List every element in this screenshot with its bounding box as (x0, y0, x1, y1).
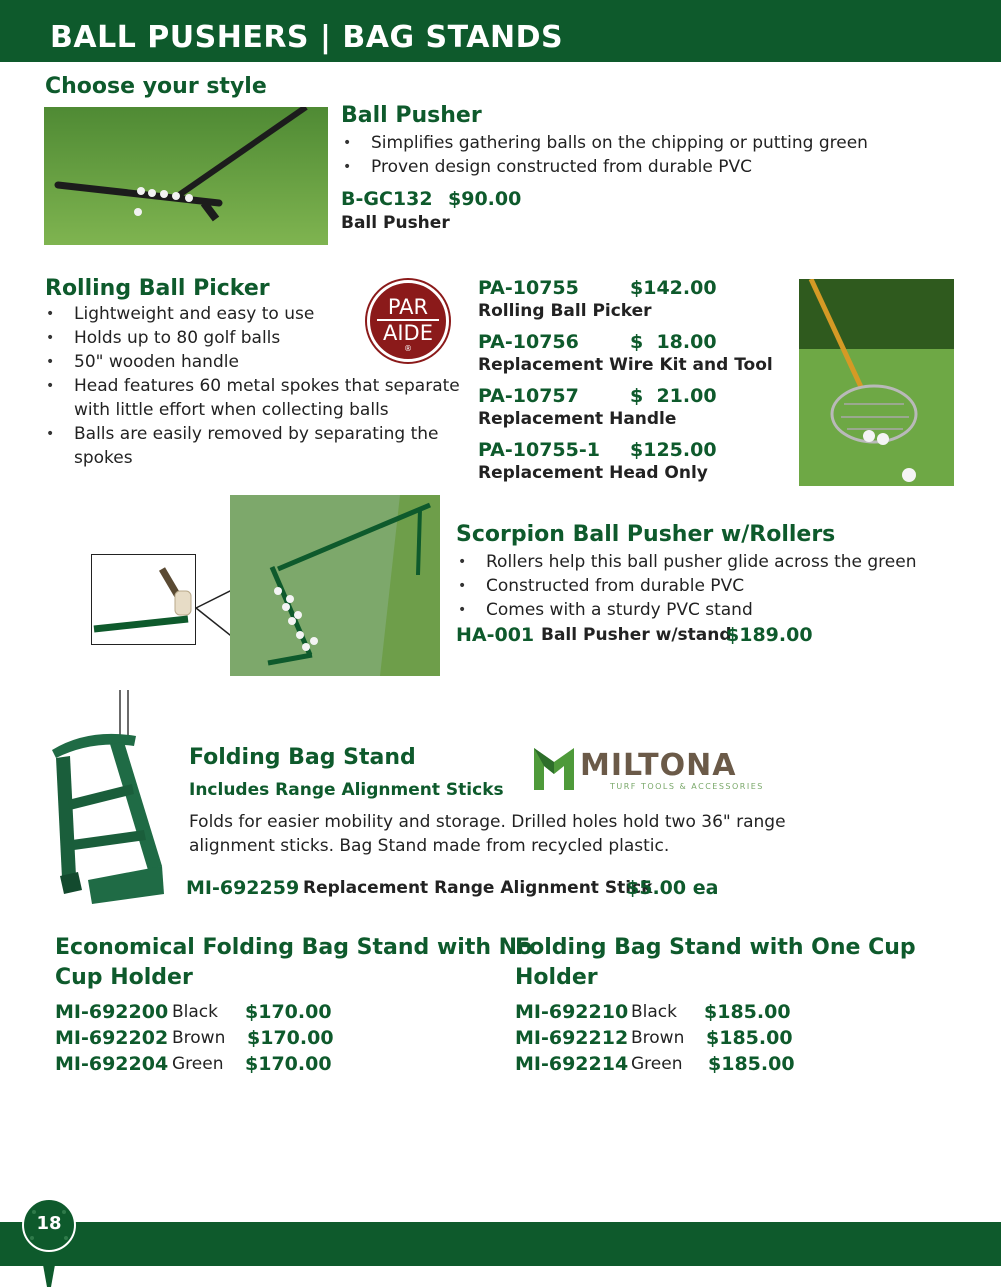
rolling-sku-1: PA-10755 (478, 277, 579, 299)
scorpion-price: $189.00 (726, 624, 813, 646)
logo-mark: ® (404, 344, 412, 353)
economical-sku-2: MI-692202 (55, 1027, 169, 1049)
miltona-mark-icon (532, 744, 576, 792)
bullet-item: • Simplifies gathering balls on the chipping or putting green (341, 131, 901, 155)
economical-title (55, 933, 532, 993)
economical-price-2: $170.00 (247, 1027, 334, 1049)
folding-bag-stand-photo (48, 690, 168, 908)
rolling-price-4: $125.00 (630, 439, 717, 461)
rolling-price-2: $ 18.00 (630, 331, 717, 353)
logo-line2: AIDE (383, 321, 433, 345)
miltona-logo (532, 744, 764, 794)
economical-price-3: $170.00 (245, 1053, 332, 1075)
footer-band (0, 1222, 1001, 1266)
scorpion-title: Scorpion Ball Pusher w/Rollers (456, 522, 836, 547)
onecup-title-line1: Folding Bag Stand with One Cup (515, 935, 916, 960)
bullet-item: • Balls are easily removed by separating the spokes (44, 422, 472, 470)
ball-pusher-title: Ball Pusher (341, 103, 482, 128)
logo-line1: PAR (387, 295, 429, 319)
onecup-title-line2: Holder (515, 965, 598, 990)
economical-color-1: Black (172, 1002, 218, 1022)
bullet-item: • Lightweight and easy to use (44, 302, 472, 326)
economical-sku-1: MI-692200 (55, 1001, 169, 1023)
onecup-price-1: $185.00 (704, 1001, 791, 1023)
onecup-sku-1: MI-692210 (515, 1001, 629, 1023)
page-title: BALL PUSHERS | BAG STANDS (50, 20, 564, 55)
folding-sku: MI-692259 (186, 877, 300, 899)
folding-price: $5.00 ea (626, 877, 719, 899)
bullet-item: • Head features 60 metal spokes that separate with little effort when collecting balls (44, 374, 472, 422)
par-aide-logo (367, 280, 449, 362)
onecup-color-3: Green (631, 1054, 683, 1074)
rolling-desc-3: Replacement Handle (478, 409, 677, 429)
folding-desc: Replacement Range Alignment Stick (303, 878, 653, 898)
golf-ball-tee-icon (20, 1198, 78, 1287)
bullet-item: • 50" wooden handle (44, 350, 472, 374)
bullet-item: • Constructed from durable PVC (456, 574, 976, 598)
bullet-item: • Proven design constructed from durable PVC (341, 155, 901, 179)
folding-subtitle: Includes Range Alignment Sticks (189, 780, 504, 800)
bullet-item: • Comes with a sturdy PVC stand (456, 598, 976, 622)
rolling-price-1: $142.00 (630, 277, 717, 299)
ball-pusher-desc: Ball Pusher (341, 213, 450, 233)
miltona-name: MILTONA (580, 748, 737, 783)
scorpion-sku: HA-001 (456, 624, 535, 646)
onecup-price-2: $185.00 (706, 1027, 793, 1049)
economical-title-line2: Cup Holder (55, 965, 193, 990)
roller-closeup-photo (91, 554, 196, 645)
economical-title-line1: Economical Folding Bag Stand with No (55, 935, 533, 960)
scorpion-bullets (456, 550, 976, 622)
onecup-sku-2: MI-692212 (515, 1027, 629, 1049)
onecup-color-1: Black (631, 1002, 677, 1022)
folding-title: Folding Bag Stand (189, 745, 416, 770)
rolling-sku-2: PA-10756 (478, 331, 579, 353)
onecup-sku-3: MI-692214 (515, 1053, 629, 1075)
rolling-desc-4: Replacement Head Only (478, 463, 708, 483)
economical-price-1: $170.00 (245, 1001, 332, 1023)
ball-pusher-price: $90.00 (448, 188, 522, 210)
rolling-picker-title: Rolling Ball Picker (45, 276, 270, 301)
rolling-desc-1: Rolling Ball Picker (478, 301, 652, 321)
section-title: Choose your style (45, 74, 267, 99)
onecup-color-2: Brown (631, 1028, 685, 1048)
rolling-picker-photo (799, 279, 954, 486)
economical-color-2: Brown (172, 1028, 226, 1048)
bullet-item: • Rollers help this ball pusher glide across the green (456, 550, 976, 574)
page-number: 18 (36, 1213, 62, 1234)
onecup-price-3: $185.00 (708, 1053, 795, 1075)
folding-description: Folds for easier mobility and storage. Drilled holes hold two 36" range alignment sticks. Bag Stand made from recycled plastic. (189, 812, 786, 856)
scorpion-desc: Ball Pusher w/stand (541, 625, 732, 645)
scorpion-pusher-photo (230, 495, 440, 676)
ball-pusher-photo (44, 107, 328, 245)
economical-color-3: Green (172, 1054, 224, 1074)
ball-pusher-bullets (341, 131, 901, 179)
rolling-sku-3: PA-10757 (478, 385, 579, 407)
ball-pusher-sku: B-GC132 (341, 188, 433, 210)
rolling-price-3: $ 21.00 (630, 385, 717, 407)
bullet-item: • Holds up to 80 golf balls (44, 326, 472, 350)
onecup-title (515, 933, 916, 993)
rolling-sku-4: PA-10755-1 (478, 439, 600, 461)
miltona-tagline: TURF TOOLS & ACCESSORIES (610, 782, 764, 791)
economical-sku-3: MI-692204 (55, 1053, 169, 1075)
rolling-desc-2: Replacement Wire Kit and Tool (478, 355, 773, 375)
